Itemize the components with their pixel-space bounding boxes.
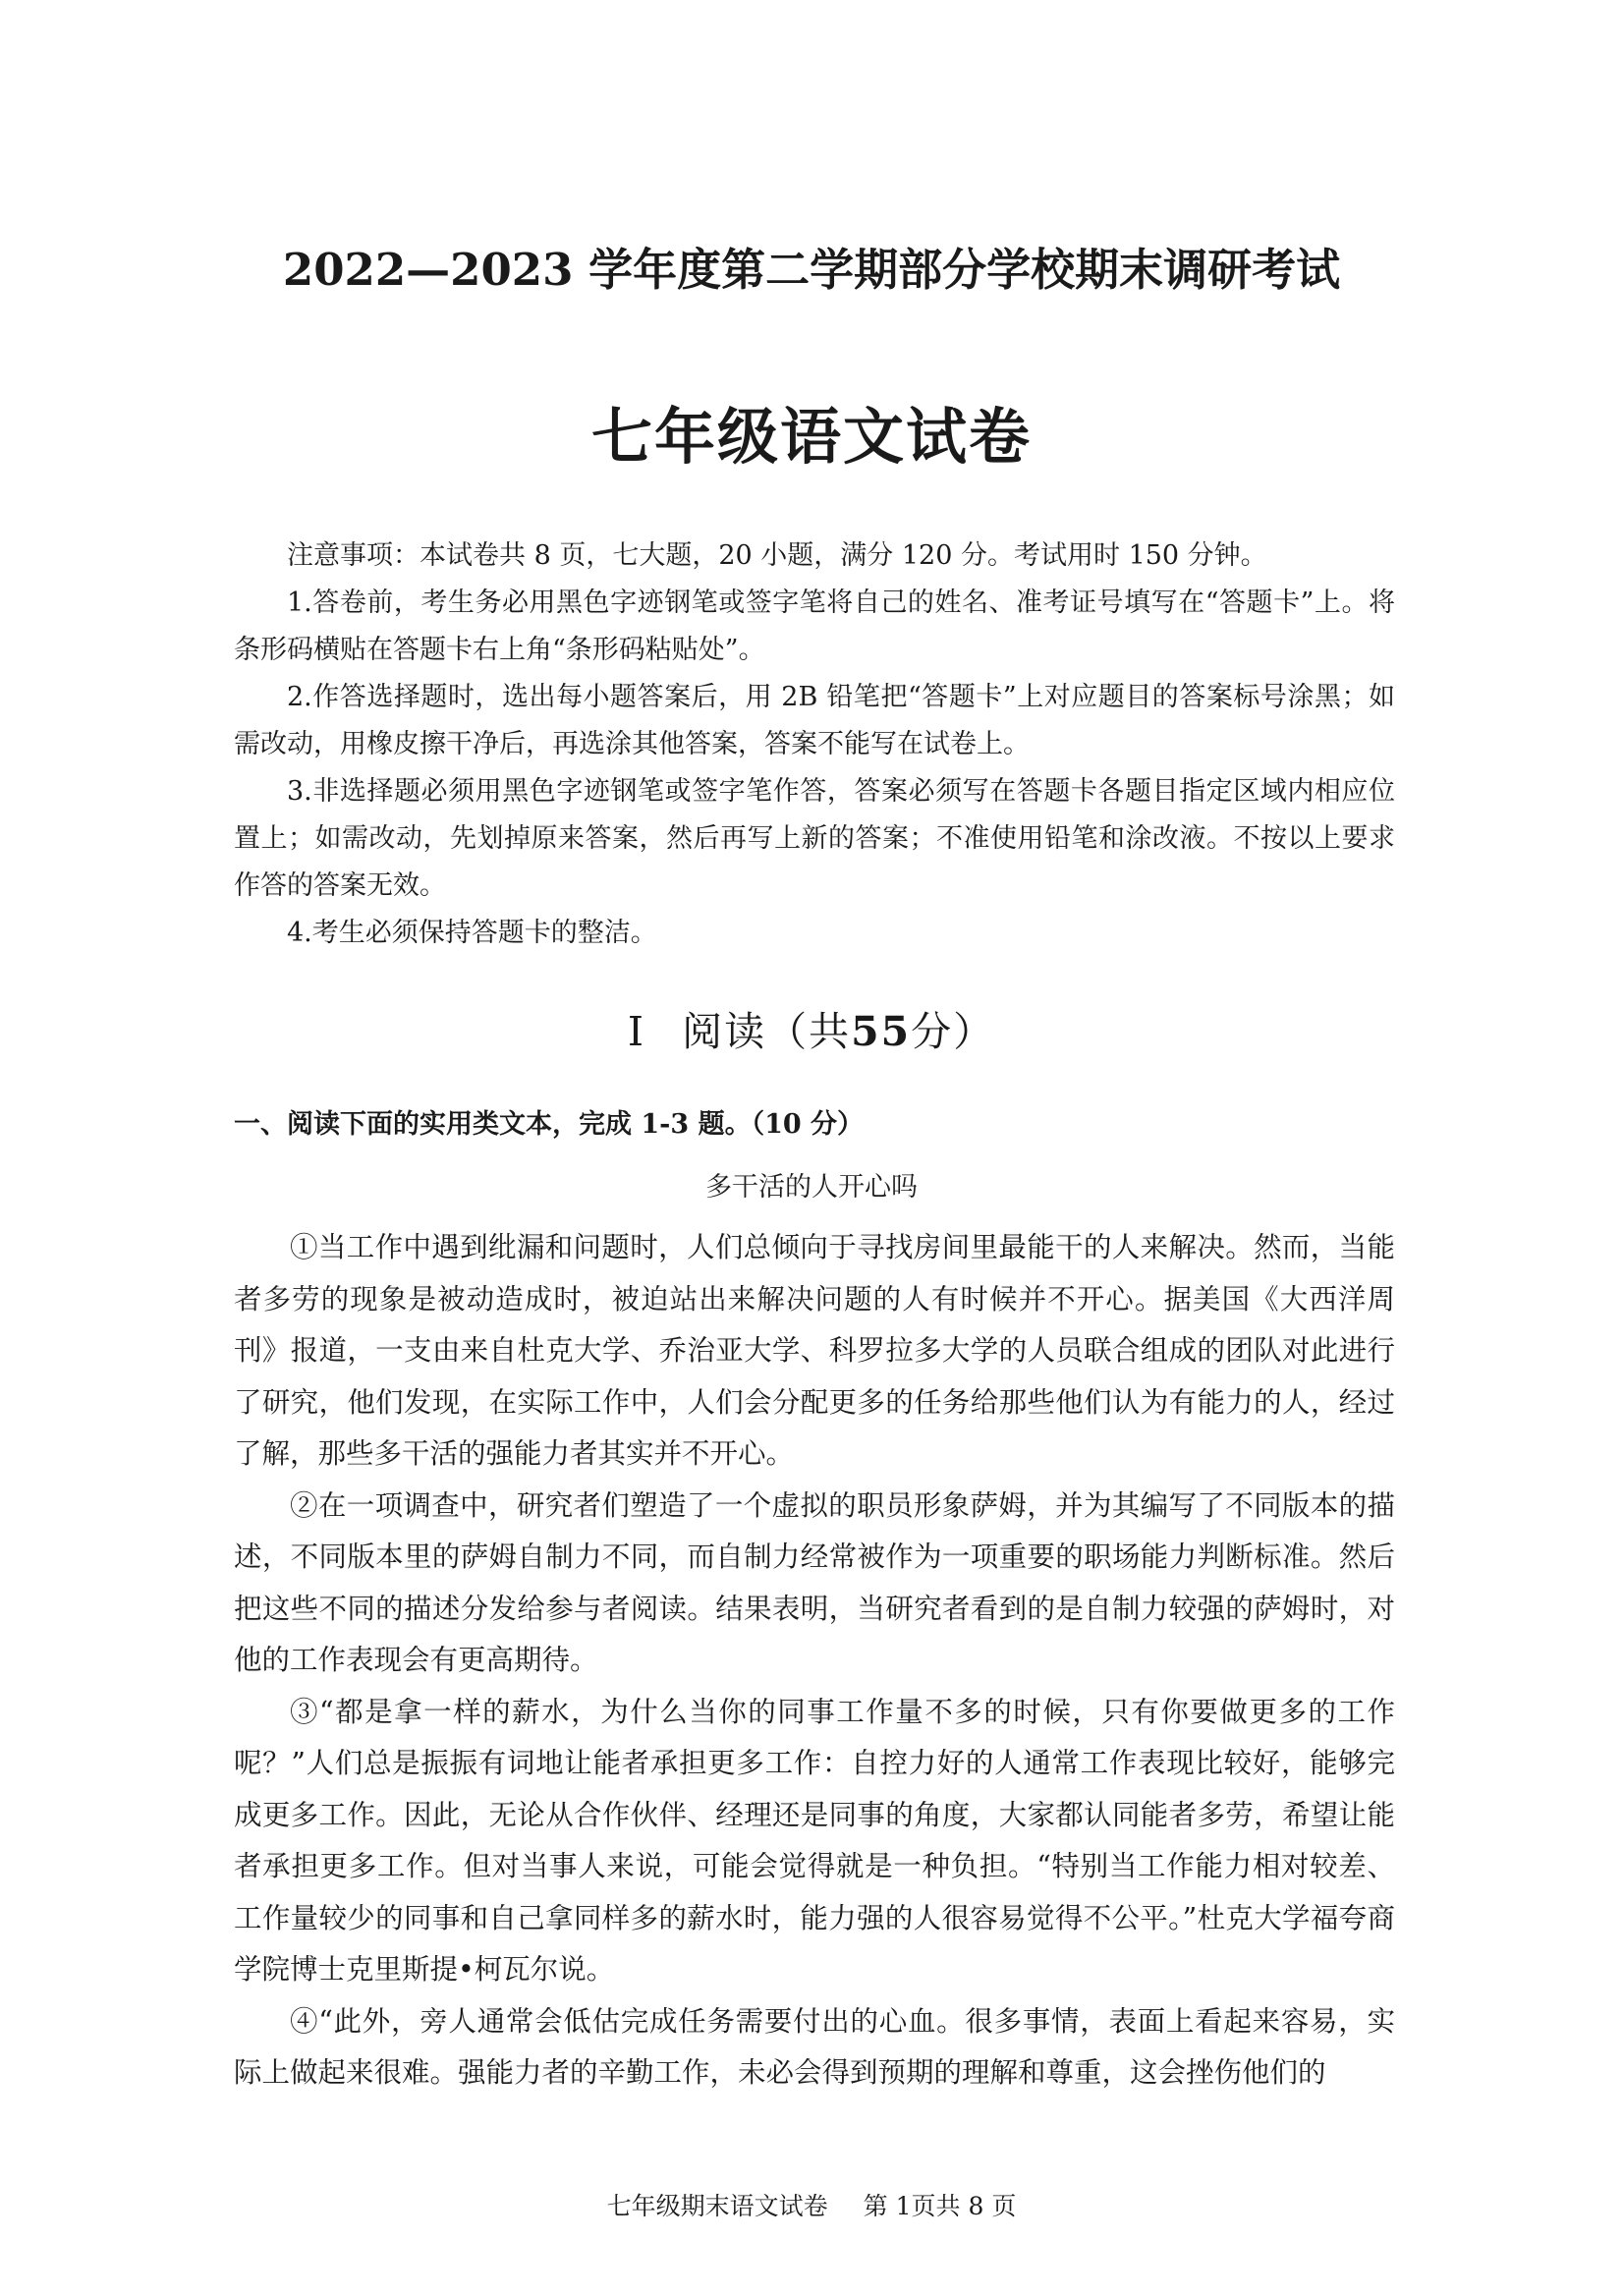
notice-item-2: 2.作答选择题时，选出每小题答案后，用 2B 铅笔把“答题卡”上对应题目的答案标号涂黑；如需改动，用橡皮擦干净后，再选涂其他答案，答案不能写在试卷上。 — [234, 682, 1395, 759]
article-body — [234, 1222, 1395, 2100]
notice-item-1: 1.答卷前，考生务必用黑色字迹钢笔或签字笔将自己的姓名、准考证号填写在“答题卡”上。将条形码横贴在答题卡右上角“条形码粘贴处”。 — [234, 588, 1395, 665]
paper-title: 七年级语文试卷 — [590, 401, 1032, 473]
section-points: 55 — [851, 1008, 912, 1055]
article-paragraph-2: ②在一项调查中，研究者们塑造了一个虚拟的职员形象萨姆，并为其编写了不同版本的描述，不同版本里的萨姆自制力不同，而自制力经常被作为一项重要的职场能力判断标准。然后把这些不同的描述分发给参与者阅读。结果表明，当研究者看到的是自制力较强的萨姆时，对他的工作表现会有更高期待。 — [234, 1488, 1395, 1676]
notice-block — [234, 532, 1395, 957]
exam-title: 2022—2023 学年度第二学期部分学校期末调研考试 — [282, 244, 1341, 296]
page-footer — [0, 2187, 1623, 2222]
notice-item-4: 4.考生必须保持答题卡的整洁。 — [287, 918, 657, 948]
notice-intro: 注意事项：本试卷共 8 页，七大题，20 小题，满分 120 分。考试用时 150 分钟。 — [287, 540, 1267, 571]
footer-page-number: 第 1页共 8 页 — [863, 2192, 1017, 2220]
article-paragraph-4: ④“此外，旁人通常会低估完成任务需要付出的心血。很多事情，表面上看起来容易，实际上做起来很难。强能力者的辛勤工作，未必会得到预期的理解和尊重，这会挫伤他们的 — [234, 2004, 1395, 2089]
article-paragraph-3: ③“都是拿一样的薪水，为什么当你的同事工作量不多的时候，只有你要做更多的工作呢？”人们总是振振有词地让能者承担更多工作：自控力好的人通常工作表现比较好，能够完成更多工作。因此，无论从合作伙伴、经理还是同事的角度，大家都认同能者多劳，希望让能者承担更多工作。但对当事人来说，可能会觉得就是一种负担。“特别当工作能力相对较差、工作量较少的同事和自己拿同样多的薪水时，能力强的人很容易觉得不公平。”杜克大学福夸商学院博士克里斯提•柯瓦尔说。 — [234, 1695, 1395, 1986]
section-numeral: Ⅰ — [627, 1008, 646, 1055]
section-heading — [0, 999, 1623, 1057]
article-title: 多干活的人开心吗 — [705, 1172, 918, 1203]
footer-paper-name: 七年级期末语文试卷 — [606, 2192, 828, 2220]
question-heading: 一、阅读下面的实用类文本，完成 1-3 题。（10 分） — [234, 1109, 865, 1140]
section-unit: 分） — [911, 1008, 996, 1055]
article-paragraph-1: ①当工作中遇到纰漏和问题时，人们总倾向于寻找房间里最能干的人来解决。然而，当能者多劳的现象是被动造成时，被迫站出来解决问题的人有时候并不开心。据美国《大西洋周刊》报道，一支由来自杜克大学、乔治亚大学、科罗拉多大学的人员联合组成的团队对此进行了研究，他们发现，在实际工作中，人们会分配更多的任务给那些他们认为有能力的人，经过了解，那些多干活的强能力者其实并不开心。 — [234, 1231, 1395, 1470]
notice-item-3: 3.非选择题必须用黑色字迹钢笔或签字笔作答，答案必须写在答题卡各题目指定区域内相应位置上；如需改动，先划掉原来答案，然后再写上新的答案；不准使用铅笔和涂改液。不按以上要求作答的答案无效。 — [234, 776, 1395, 901]
section-name: 阅读（共 — [682, 1008, 852, 1055]
